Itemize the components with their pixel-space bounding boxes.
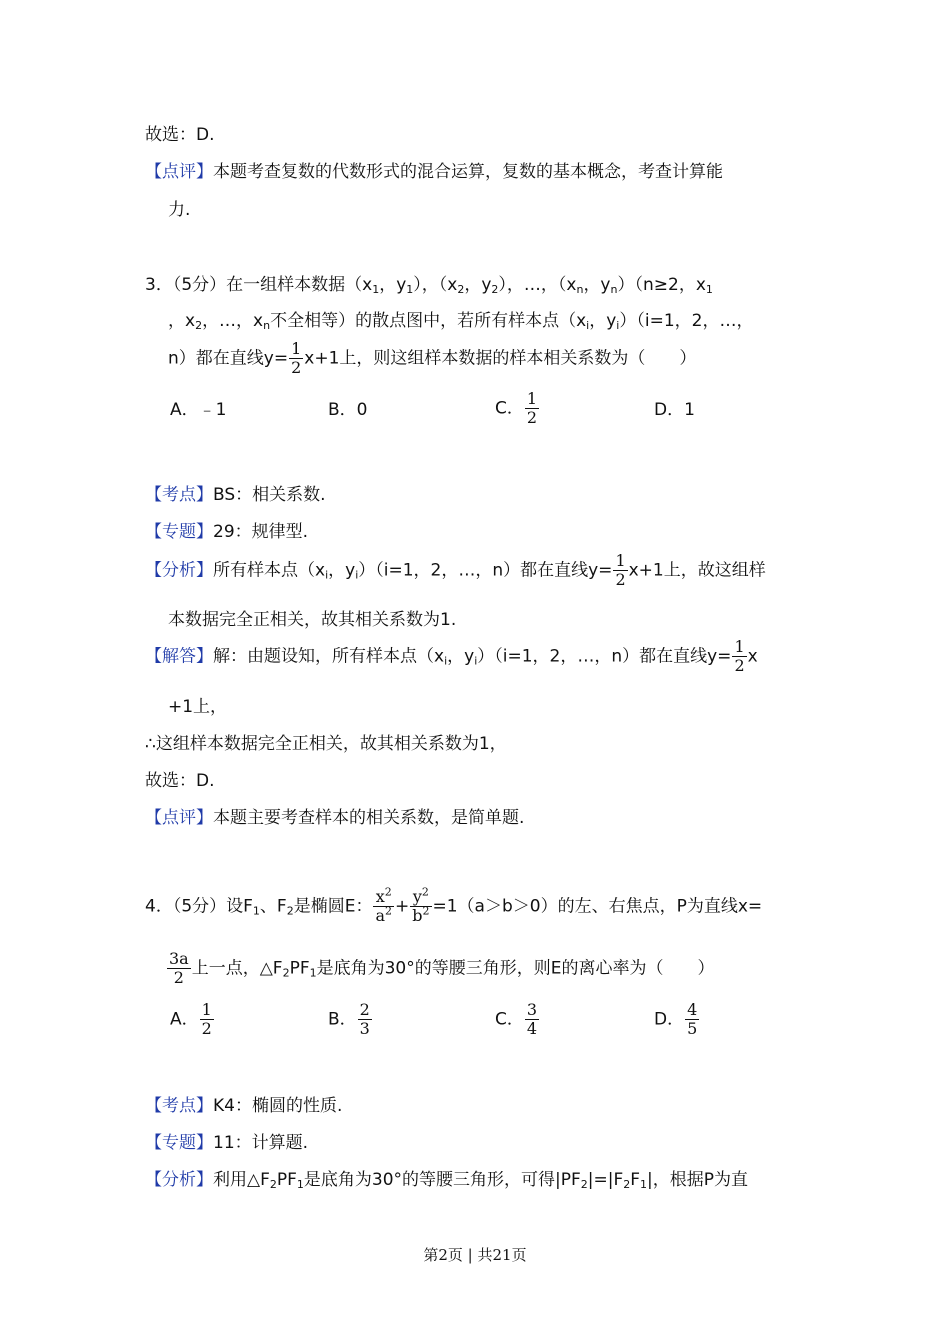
fraction: $\frac{4}{5}$: [687, 1000, 698, 1038]
q3-dianping: [145, 806, 524, 830]
q3-jieda-4: 故选：D.: [145, 771, 215, 791]
q4-kaodian: [145, 1094, 342, 1118]
option-label: C．: [495, 398, 524, 419]
q3-stem-line2: ，$x_2$，…，$x_n$不全相等）的散点图中，若所有样本点（$x_i$，$y_i)(i=1$，2，…，: [168, 311, 754, 332]
fenxi-tag: 【分析】: [145, 1170, 213, 1190]
q4-option-d[interactable]: [654, 1001, 700, 1038]
q3-option-b[interactable]: [328, 398, 368, 422]
kaodian-tag: 【考点】: [145, 1096, 213, 1116]
option-value: 0: [356, 400, 368, 420]
review-tag: 【点评】: [145, 162, 213, 182]
q4-zhuanti: [145, 1131, 308, 1155]
q3-fenxi-2: 本数据完全正相关，故其相关系数为1.: [168, 610, 457, 630]
q3-jieda: 【解答】解：由题设知，所有样本点（$x_i$，$y_i)(i=1$，2，…，n）都在直线y= $\frac{1}{2}$ x: [145, 637, 758, 675]
q3-jieda-3: ∴这组样本数据完全正相关，故其相关系数为1，: [145, 734, 507, 754]
q4-stem-line1: 4．（5分）设$F_1$、$F_2$是椭圆E： $\frac{x^2}{a^2}$ + $\frac{y^2}{b^2}$ =1（a＞b＞0）的左、右焦点，P为直线x=: [145, 885, 763, 925]
q3-kaodian: [145, 483, 326, 507]
q3-zhuanti: [145, 520, 308, 544]
q4-option-c[interactable]: [495, 1001, 540, 1038]
option-label: A．: [170, 1009, 199, 1030]
option-value: ﹣1: [198, 400, 227, 420]
prev-review: [145, 160, 723, 184]
fraction: $\frac{3}{4}$: [526, 1000, 538, 1038]
zhuanti-text: 29：规律型.: [213, 522, 309, 542]
jieda-tag: 【解答】: [145, 646, 213, 667]
fraction: $\frac{1}{2}$: [291, 339, 302, 377]
zhuanti-text: 11：计算题.: [213, 1133, 309, 1153]
option-value: 1: [684, 400, 695, 420]
fenxi-tag: 【分析】: [145, 560, 213, 581]
option-label: D．: [654, 400, 685, 420]
q3-option-c[interactable]: [495, 390, 540, 427]
q3-stem-line3: n）都在直线y= $\frac{1}{2}$ x+1上，则这组样本数据的样本相关系数为（ ）: [168, 339, 697, 377]
zhuanti-tag: 【专题】: [145, 522, 213, 542]
q3-jieda-2: +1上，: [168, 697, 228, 717]
kaodian-tag: 【考点】: [145, 485, 213, 505]
q4-stem-line2: $\frac{3a}{2}$ 上一点，$\triangle F_2PF_1$是底角为30°的等腰三角形，则E的离心率为（ ）: [169, 949, 715, 987]
kaodian-text: BS：相关系数.: [213, 485, 326, 505]
option-label: A．: [170, 400, 199, 420]
fraction: $\frac{1}{2}$: [201, 1000, 212, 1038]
dianping-tag: 【点评】: [145, 808, 213, 828]
q4-option-a[interactable]: [170, 1001, 215, 1038]
option-label: C．: [495, 1009, 524, 1030]
page-footer: 第2页 | 共21页: [423, 1246, 527, 1264]
option-label: B．: [328, 1009, 357, 1030]
q3-stem-line1: 3．（5分）在一组样本数据（$x_1$，$y_1$），（$x_2$，$y_2$），…，（$x_n$，$y_n)(n\ge 2$，$x_1$: [145, 275, 713, 296]
option-label: D．: [654, 1009, 685, 1030]
review-text-2: 力.: [168, 200, 191, 220]
fraction: $\frac{1}{2}$: [526, 389, 538, 427]
option-label: B．: [328, 400, 357, 420]
q3-option-d[interactable]: [654, 398, 695, 422]
zhuanti-tag: 【专题】: [145, 1133, 213, 1153]
q4-option-b[interactable]: [328, 1001, 373, 1038]
prev-answer: 故选：D.: [145, 125, 215, 145]
dianping-text: 本题主要考查样本的相关系数，是简单题.: [213, 808, 525, 828]
fraction: $\frac{2}{3}$: [359, 1000, 370, 1038]
q4-fenxi: 【分析】利用$\triangle F_2PF_1$是底角为30°的等腰三角形，可得$|PF_2|=|F_2F_1|$，根据P为直: [145, 1170, 749, 1191]
review-text-1: 本题考查复数的代数形式的混合运算，复数的基本概念，考查计算能: [213, 162, 723, 182]
kaodian-text: K4：椭圆的性质.: [213, 1096, 343, 1116]
q3-fenxi: 【分析】所有样本点（$x_i$，$y_i)(i=1$，2，…，n）都在直线y= $\frac{1}{2}$ x+1上，故这组样: [145, 551, 766, 589]
q3-option-a[interactable]: [170, 398, 226, 422]
